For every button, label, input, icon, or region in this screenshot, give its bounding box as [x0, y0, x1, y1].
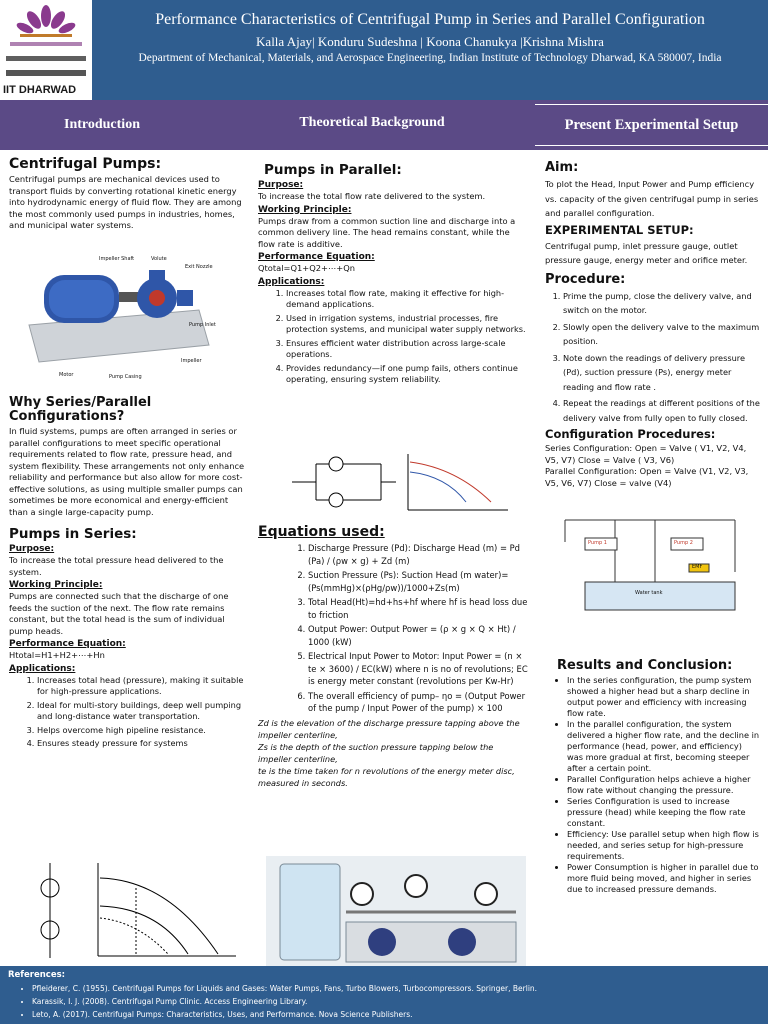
parallel-performance-equation: Qtotal=Q1+Q2+⋯+Qn	[258, 263, 356, 273]
list-item: 2. Slowly open the delivery valve to the maximum position.	[563, 320, 760, 349]
centrifugal-pumps-text: Centrifugal pumps are mechanical devices used to transport fluids by converting rotational kinetic energy into hydrodynamic energy of fluid flow. They are among the most commonly used pumps in industries, homes, and municipal water systems.	[9, 174, 242, 230]
list-item: 6. The overall efficiency of pump– ηo = (Output Power of the pump / Input Power of the pump) × 100	[308, 690, 529, 715]
series-applications-label: Applications:	[9, 663, 76, 674]
references-heading: References:	[8, 970, 66, 980]
theory-column	[256, 150, 535, 788]
why-configurations-text: In fluid systems, pumps are often arranged in series or parallel configurations to meet specific operational requirements related to flow rate, pressure head, and system flexibility. These arrangements not only enhance reliability and performance but also allow for more cost-effective solutions, as using multiple smaller pumps can sometimes be more economical and energy-efficient than a single large-capacity pump.	[9, 426, 245, 517]
poster-header	[0, 0, 768, 100]
series-performance-diagram-icon	[28, 858, 242, 966]
diagram-label-pump-1: Pump 1	[588, 540, 607, 546]
poster-authors: Kalla Ajay| Konduru Sudeshna | Koona Chanukya |Krishna Mishra	[256, 34, 604, 49]
list-item: 1. Discharge Pressure (Pd): Discharge Head (m) = Pd (Pa) / (ρw × g) + Zd (m)	[308, 542, 529, 567]
list-item: 4. Provides redundancy—if one pump fails, others continue operating, ensuring system reliability.	[286, 363, 529, 386]
fig-label-pump-casing: Pump Casing	[109, 374, 142, 380]
pumps-in-parallel-heading: Pumps in Parallel:	[264, 162, 402, 178]
experimental-setup-text: Centrifugal pump, inlet pressure gauge, outlet pressure gauge, energy meter and orifice meter.	[545, 240, 748, 265]
procedure-list	[545, 289, 760, 426]
series-performance-equation-label: Performance Equation:	[9, 639, 126, 649]
list-item: 3. Ensures efficient water distribution across large-scale operations.	[286, 338, 529, 361]
series-working-principle-label: Working Principle:	[9, 580, 103, 590]
parallel-performance-equation-label: Performance Equation:	[258, 252, 375, 262]
centrifugal-pump-figure	[9, 250, 229, 380]
fig-label-exit-nozzle: Exit Nozzle	[185, 264, 213, 270]
fig-label-volute: Volute	[151, 256, 167, 262]
aim-text: To plot the Head, Input Power and Pump efficiency vs. capacity of the given centrifugal pump in series and parallel configuration.	[545, 179, 759, 218]
parallel-purpose-text: To increase the total flow rate delivered to the system.	[258, 191, 486, 201]
list-item: • Efficiency: Use parallel setup when high flow is needed, and series setup for high-pressure requirements.	[567, 829, 760, 862]
procedure-heading: Procedure:	[545, 271, 626, 287]
equations-list	[258, 542, 529, 715]
setup-schematic-diagram	[555, 512, 755, 612]
results-heading: Results and Conclusion:	[557, 658, 733, 673]
list-item: • Leto, A. (2017). Centrifugal Pumps: Characteristics, Uses, and Performance. Nova Science Publishers.	[32, 1008, 768, 1021]
list-item: 4. Output Power: Output Power = (ρ × g × Q × Ht) / 1000 (kW)	[308, 623, 529, 648]
references-list	[0, 982, 768, 1021]
series-purpose-text: To increase the total pressure head delivered to the system.	[9, 555, 224, 577]
diagram-label-water-tank: Water tank	[635, 590, 663, 596]
series-purpose-label: Purpose:	[9, 544, 55, 554]
list-item: 3. Total Head(Ht)=hd+hs+hf where hf is head loss due to friction	[308, 596, 529, 621]
iit-dharwad-logo	[0, 0, 92, 100]
note-zd: Zd is the elevation of the discharge pressure tapping above the impeller centerline,	[258, 717, 520, 740]
diagram-label-pump-2: Pump 2	[674, 540, 693, 546]
equations-used-heading: Equations used:	[258, 524, 385, 540]
list-item: 2. Ideal for multi-story buildings, deep well pumping and long-distance water transportation.	[37, 700, 247, 723]
experimental-setup-photo	[266, 856, 526, 966]
logo-text: IIT DHARWAD	[3, 84, 77, 96]
list-item: 2. Used in irrigation systems, industrial processes, fire protection systems, and municipal water supply networks.	[286, 313, 529, 336]
series-working-principle-text: Pumps are connected such that the discharge of one feeds the suction of the next. The flow rate remains constant, but the total head is the sum of individual pump heads.	[9, 591, 229, 636]
pumps-in-series-heading: Pumps in Series:	[9, 526, 137, 542]
list-item: • Karassik, I. J. (2008). Centrifugal Pump Clinic. Access Engineering Library.	[32, 995, 768, 1008]
pump-rig-photo-icon	[266, 856, 526, 966]
note-zs: Zs is the depth of the suction pressure tapping below the impeller centerline,	[258, 741, 494, 764]
list-item: • Power Consumption is higher in parallel due to more fluid being moved, and higher in series due to increased pressure demands.	[567, 862, 760, 895]
note-te: te is the time taken for n revolutions of the energy meter disc, measured in seconds.	[258, 765, 515, 788]
experimental-setup-column	[535, 150, 768, 894]
parallel-configuration-text: Parallel Configuration: Open = Valve (V1, V2, V3, V5, V6, V7) Close = valve (V4)	[545, 466, 749, 488]
list-item: • Pfleiderer, C. (1955). Centrifugal Pumps for Liquids and Gases: Water Pumps, Fans, Turbo Blowers, Turbocompressors. Springer, Berlin.	[32, 982, 768, 995]
list-item: 4. Ensures steady pressure for systems	[37, 738, 247, 750]
parallel-purpose-label: Purpose:	[258, 180, 304, 190]
aim-heading: Aim:	[545, 160, 579, 175]
list-item: 2. Suction Pressure (Ps): Suction Head (m water)=(Ps(mmHg)×(ρHg/ρw))/1000+Zs(m)	[308, 569, 529, 594]
series-configuration-text: Series Configuration: Open = Valve ( V1, V2, V4, V5, V7) Close = Valve ( V3, V6)	[545, 443, 747, 465]
poster-title: Performance Characteristics of Centrifugal Pump in Series and Parallel Configuration	[155, 11, 705, 28]
list-item: 3. Helps overcome high pipeline resistance.	[37, 725, 247, 737]
fig-label-impeller: Impeller	[181, 358, 202, 364]
series-curve-figure	[28, 858, 242, 966]
results-list	[539, 675, 760, 895]
list-item: • In the parallel configuration, the system delivered a higher flow rate, and the decline in performance (head, power, and efficiency) was more gradual at first, becoming steeper after a certain point.	[567, 719, 760, 774]
list-item: 3. Note down the readings of delivery pressure (Pd), suction pressure (Ps), energy meter reading and flow rate .	[563, 351, 760, 395]
series-applications-list	[9, 675, 247, 750]
parallel-applications-list	[258, 288, 529, 386]
fig-label-pump-inlet: Pump Inlet	[189, 322, 216, 328]
list-item: • Series Configuration is used to increase pressure (head) while keeping the flow rate constant.	[567, 796, 760, 829]
series-performance-equation: Htotal=H1+H2+⋯+Hn	[9, 650, 105, 660]
pipe-schematic-icon	[555, 512, 755, 612]
parallel-working-principle-text: Pumps draw from a common suction line and discharge into a common delivery line. The head remains constant, while the flow rate is additive.	[258, 215, 516, 249]
parallel-working-principle-label: Working Principle:	[258, 204, 352, 215]
list-item: 1. Prime the pump, close the delivery valve, and switch on the motor.	[563, 289, 760, 318]
fig-label-motor: Motor	[59, 372, 74, 378]
list-item: 4. Repeat the readings at different positions of the delivery valve from fully open to fully closed.	[563, 396, 760, 425]
fig-label-impeller-shaft: Impeller Shaft	[99, 256, 135, 262]
references-footer	[0, 966, 768, 1024]
diagram-label-emf: EMF	[692, 564, 703, 570]
list-item: 1. Increases total head (pressure), making it suitable for high-pressure applications.	[37, 675, 247, 698]
configuration-procedures-heading: Configuration Procedures:	[545, 427, 716, 441]
list-item: • Parallel Configuration helps achieve a higher flow rate without changing the pressure.	[567, 774, 760, 796]
list-item: • In the series configuration, the pump system showed a higher head but a sharp decline in output power and efficiency with increasing flow rate.	[567, 675, 760, 719]
why-configurations-heading: Why Series/Parallel Configurations?	[9, 395, 152, 424]
tab-introduction: Introduction	[64, 117, 140, 132]
list-item: 5. Electrical Input Power to Motor: Input Power = (n × te × 3600) / EC(kW) where n is no of revolutions; EC is energy meter constant (revolutions per Kw-Hr)	[308, 650, 529, 688]
section-header-bar	[0, 100, 768, 150]
poster-affiliation: Department of Mechanical, Materials, and Aerospace Engineering, Indian Institute of Technology Dharwad, KA 580007, India	[138, 52, 722, 64]
experimental-setup-heading: EXPERIMENTAL SETUP:	[545, 222, 694, 237]
introduction-column	[0, 150, 256, 748]
parallel-applications-label: Applications:	[258, 276, 325, 287]
list-item: 1. Increases total flow rate, making it effective for high-demand applications.	[286, 288, 529, 311]
parallel-pump-diagram	[286, 446, 512, 518]
parallel-circuit-diagram-icon	[286, 446, 512, 518]
centrifugal-pumps-heading: Centrifugal Pumps:	[9, 156, 162, 172]
tab-experimental-setup: Present Experimental Setup	[535, 104, 768, 146]
tab-theoretical-background: Theoretical Background	[299, 115, 445, 130]
